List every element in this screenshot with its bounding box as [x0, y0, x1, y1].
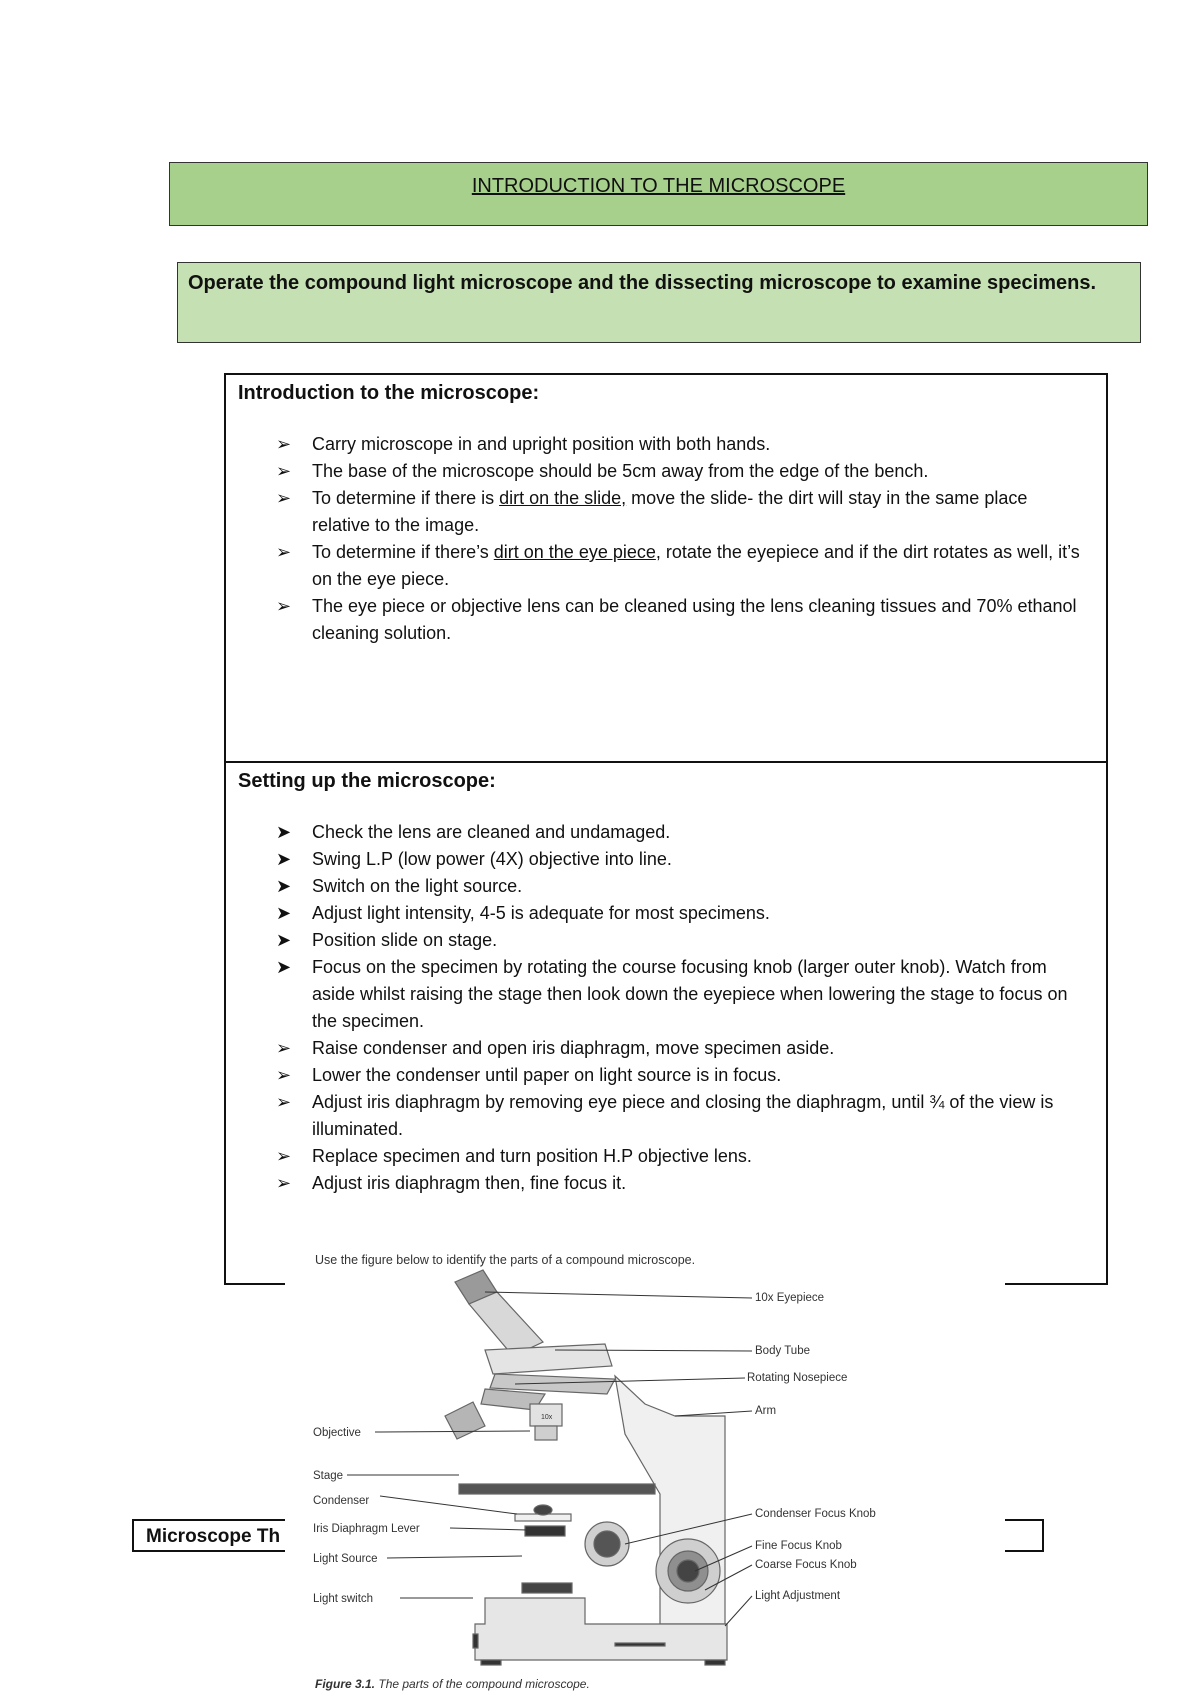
arrow-bullet-icon: ➢: [276, 596, 292, 616]
arrow-bullet-icon: ➢: [276, 1173, 292, 1193]
label-coarse-focus-knob: Coarse Focus Knob: [755, 1559, 857, 1571]
title-box: [169, 162, 1148, 226]
intro-list: [238, 431, 1096, 647]
arrow-bullet-icon: ➤: [276, 822, 292, 842]
right-labels: [747, 1292, 876, 1602]
arrow-bullet-icon: ➢: [276, 542, 292, 562]
arrow-bullet-icon: ➢: [276, 1146, 292, 1166]
list-item: ➢ To determine if there’s dirt on the eye piece, rotate the eyepiece and if the dirt rotates as well, it’s on the eye piece.: [238, 539, 1096, 593]
arrow-bullet-icon: ➤: [276, 930, 292, 950]
figure-caption: [315, 1677, 590, 1691]
label-condenser-focus-knob: Condenser Focus Knob: [755, 1508, 876, 1520]
microscope-drawing: [445, 1270, 727, 1665]
arrow-bullet-icon: ➢: [276, 1092, 292, 1112]
setup-section: [226, 763, 1106, 1283]
arrow-bullet-icon: ➤: [276, 957, 292, 977]
list-item: ➢ Adjust iris diaphragm then, fine focus it.: [238, 1170, 1096, 1197]
intro-heading: Introduction to the microscope:: [238, 382, 540, 404]
objective-10x-label: 10x: [541, 1414, 553, 1421]
left-labels: [313, 1427, 420, 1605]
list-item: ➢ Lower the condenser until paper on light source is in focus.: [238, 1062, 1096, 1089]
figure-caption-number: Figure 3.1.: [315, 1677, 376, 1691]
label-arm: Arm: [755, 1405, 777, 1417]
label-10x-eyepiece: 10x Eyepiece: [755, 1292, 825, 1304]
arrow-bullet-icon: ➢: [276, 434, 292, 454]
arrow-bullet-icon: ➤: [276, 903, 292, 923]
objective-box: [177, 262, 1141, 343]
arrow-bullet-icon: ➤: [276, 849, 292, 869]
objective-text: Operate the compound light microscope and the dissecting microscope to examine specimens.: [188, 272, 1096, 294]
intro-section: [226, 375, 1106, 763]
list-item: ➢ The base of the microscope should be 5cm away from the edge of the bench.: [238, 458, 1096, 485]
list-item: ➢ The eye piece or objective lens can be cleaned using the lens cleaning tissues and 70% ethanol cleaning solution.: [238, 593, 1096, 647]
label-condenser: Condenser: [313, 1495, 370, 1507]
page-title: INTRODUCTION TO THE MICROSCOPE: [471, 175, 846, 197]
list-item: ➤ Check the lens are cleaned and undamaged.: [238, 819, 1096, 846]
label-light-source: Light Source: [313, 1553, 378, 1565]
arrow-bullet-icon: ➢: [276, 488, 292, 508]
list-item: ➢ Raise condenser and open iris diaphragm, move specimen aside.: [238, 1035, 1096, 1062]
arrow-bullet-icon: ➢: [276, 1065, 292, 1085]
label-light-adjustment: Light Adjustment: [755, 1590, 841, 1602]
list-item: ➤ Switch on the light source.: [238, 873, 1096, 900]
microscope-theory-text: Microscope Th: [146, 1526, 281, 1547]
list-item: ➤ Swing L.P (low power (4X) objective into line.: [238, 846, 1096, 873]
arrow-bullet-icon: ➢: [276, 461, 292, 481]
label-body-tube: Body Tube: [755, 1345, 810, 1357]
dirt-on-slide-text: dirt on the slide,: [499, 488, 627, 508]
arrow-bullet-icon: ➤: [276, 876, 292, 896]
content-table: [224, 373, 1108, 1285]
list-item: ➢ Carry microscope in and upright position with both hands.: [238, 431, 1096, 458]
list-item: ➤ Position slide on stage.: [238, 927, 1096, 954]
microscope-diagram: [285, 1234, 1005, 1698]
list-item: ➤ Adjust light intensity, 4-5 is adequate for most specimens.: [238, 900, 1096, 927]
list-item: ➤ Focus on the specimen by rotating the course focusing knob (larger outer knob). Watch from aside whilst raising the stage then look down the eyepiece when lowering the stage to focus on the specimen.: [238, 954, 1096, 1035]
setup-heading: Setting up the microscope:: [238, 770, 496, 792]
list-item: ➢ Replace specimen and turn position H.P objective lens.: [238, 1143, 1096, 1170]
figure-instruction: Use the figure below to identify the parts of a compound microscope.: [315, 1253, 696, 1267]
list-item: ➢ To determine if there is dirt on the slide, move the slide- the dirt will stay in the same place relative to the image.: [238, 485, 1096, 539]
setup-list: [238, 819, 1096, 1197]
label-iris-diaphragm-lever: Iris Diaphragm Lever: [313, 1523, 420, 1535]
label-objective: Objective: [313, 1427, 361, 1439]
microscope-figure: [285, 1234, 1005, 1698]
figure-caption-text: The parts of the compound microscope.: [375, 1677, 590, 1691]
label-stage: Stage: [313, 1470, 344, 1482]
arrow-bullet-icon: ➢: [276, 1038, 292, 1058]
label-rotating-nosepiece: Rotating Nosepiece: [747, 1372, 848, 1384]
list-item: ➢ Adjust iris diaphragm by removing eye piece and closing the diaphragm, until ¾ of the view is illuminated.: [238, 1089, 1096, 1143]
label-fine-focus-knob: Fine Focus Knob: [755, 1540, 842, 1552]
dirt-on-eyepiece-text: dirt on the eye piece: [493, 542, 656, 562]
label-light-switch: Light switch: [313, 1593, 374, 1605]
